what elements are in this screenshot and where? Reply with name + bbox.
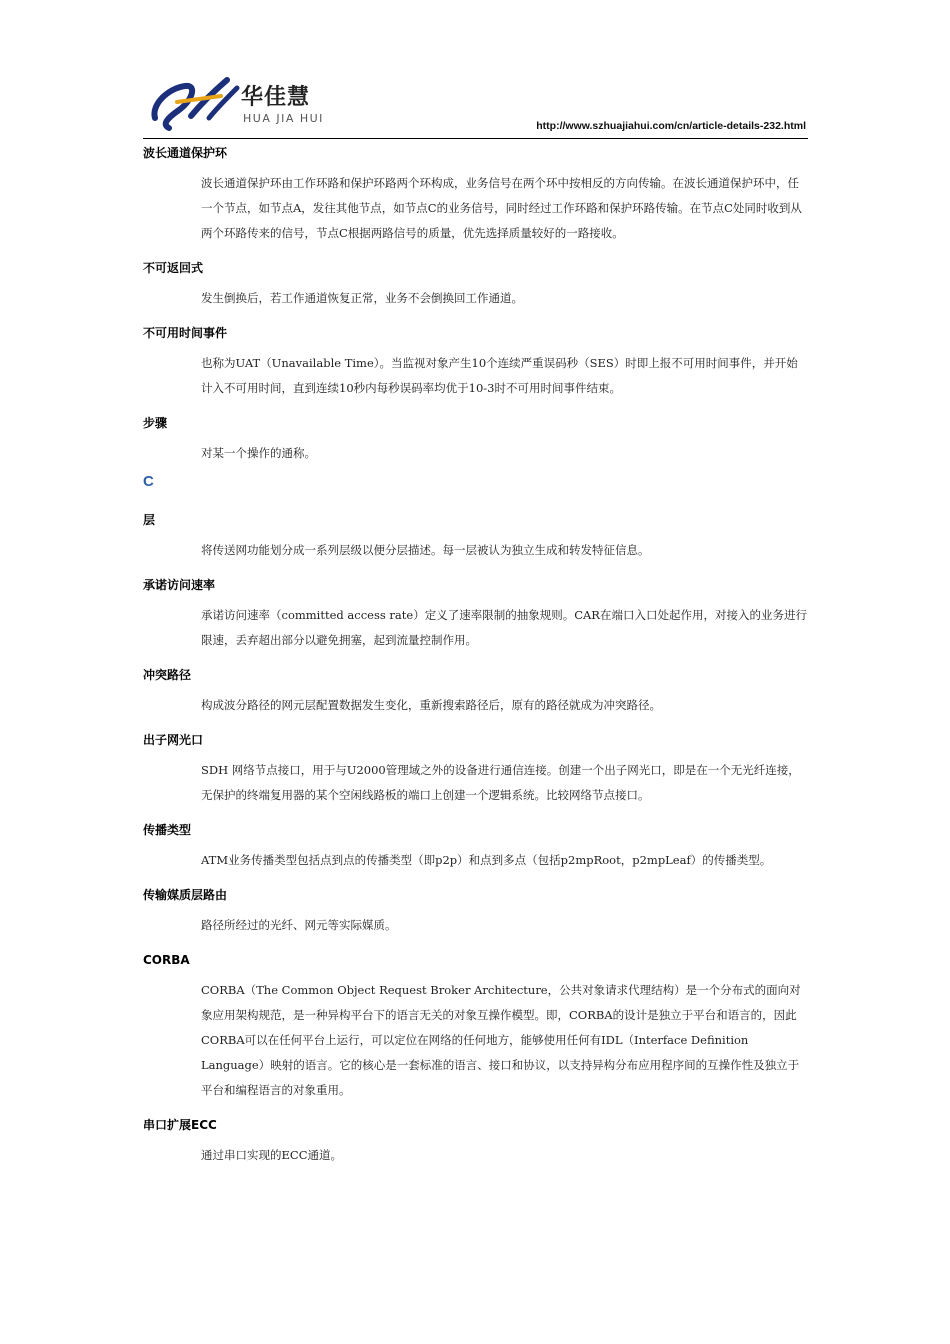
company-logo — [143, 72, 343, 134]
logo-chinese-text: 华佳慧 — [241, 85, 311, 110]
glossary-entry — [143, 510, 808, 563]
glossary-definition: 波长通道保护环由工作环路和保护环路两个环构成，业务信号在两个环中按相反的方向传输。在波长通道保护环中，任一个节点，如节点A，发往其他节点，如节点C的业务信号，同时经过工作环路和保护环路传输。在节点C处同时收到从两个环路传来的信号，节点C根据两路信号的质量，优先选择质量较好的一路接收。 — [201, 176, 802, 240]
glossary-entry — [143, 575, 808, 653]
glossary-definition: 路径所经过的光纤、网元等实际媒质。 — [201, 918, 397, 932]
logo-mark-icon — [147, 74, 243, 132]
glossary-entry — [143, 730, 808, 808]
glossary-entry — [143, 1115, 808, 1168]
glossary-entry — [143, 885, 808, 938]
glossary-entry — [143, 258, 808, 311]
glossary-definition: 通过串口实现的ECC通道。 — [201, 1148, 342, 1162]
glossary-term: 不可用时间事件 — [143, 326, 228, 340]
glossary-definition: 发生倒换后，若工作通道恢复正常，业务不会倒换回工作通道。 — [201, 291, 523, 305]
glossary-term: 冲突路径 — [143, 668, 192, 682]
header-divider — [143, 138, 808, 139]
header-url[interactable]: http://www.szhuajiahui.com/cn/article-details-232.html — [536, 120, 806, 132]
section-letter-heading: C — [143, 473, 154, 490]
glossary-term: 不可返回式 — [143, 261, 204, 275]
page-header — [143, 72, 808, 138]
glossary-term: 步骤 — [143, 416, 168, 430]
glossary-entry — [143, 950, 808, 1103]
glossary-entry — [143, 143, 808, 246]
glossary-term: 出子网光口 — [143, 733, 204, 747]
glossary-definition: 也称为UAT（Unavailable Time）。当监视对象产生10个连续严重误码秒（SES）时即上报不可用时间事件，并开始计入不可用时间，直到连续10秒内每秒误码率均优于10-3时不可用时间事件结束。 — [201, 356, 798, 395]
glossary-entry — [143, 820, 808, 873]
glossary-content — [143, 143, 808, 1180]
glossary-term: 传输媒质层路由 — [143, 888, 228, 902]
glossary-term: 传播类型 — [143, 823, 192, 837]
glossary-term: 串口扩展ECC — [143, 1118, 217, 1132]
glossary-definition: SDH 网络节点接口，用于与U2000管理域之外的设备进行通信连接。创建一个出子网光口，即是在一个无光纤连接，无保护的终端复用器的某个空闲线路板的端口上创建一个逻辑系统。比较网络节点接口。 — [201, 763, 800, 802]
glossary-definition: 承诺访问速率（committed access rate）定义了速率限制的抽象规则。CAR在端口入口处起作用，对接入的业务进行限速，丢弃超出部分以避免拥塞，起到流量控制作用。 — [201, 608, 807, 647]
logo-english-text: HUA JIA HUI — [243, 112, 324, 125]
glossary-entry — [143, 323, 808, 401]
glossary-definition: 构成波分路径的网元层配置数据发生变化，重新搜索路径后，原有的路径就成为冲突路径。 — [201, 698, 661, 712]
glossary-term: 承诺访问速率 — [143, 578, 216, 592]
glossary-definition: ATM业务传播类型包括点到点的传播类型（即p2p）和点到多点（包括p2mpRoot，p2mpLeaf）的传播类型。 — [201, 853, 772, 867]
glossary-definition: 对某一个操作的通称。 — [201, 446, 316, 460]
glossary-definition: CORBA（The Common Object Request Broker Architecture，公共对象请求代理结构）是一个分布式的面向对象应用架构规范，是一种异构平台下的语言无关的对象互操作模型。即，CORBA的设计是独立于平台和语言的，因此CORBA可以在任何平台上运行，可以定位在网络的任何地方，能够使用任何有IDL（Interface Definition Language）映射的语言。它的核心是一套标准的语言、接口和协议，以支持异构分布应用程序间的互操作性及独立于平台和编程语言的对象重用。 — [201, 983, 801, 1097]
glossary-definition: 将传送网功能划分成一系列层级以便分层描述。每一层被认为独立生成和转发特征信息。 — [201, 543, 650, 557]
glossary-term: CORBA — [143, 953, 190, 967]
glossary-entry — [143, 413, 808, 466]
glossary-term: 层 — [143, 513, 156, 527]
glossary-term: 波长通道保护环 — [143, 146, 228, 160]
glossary-entry — [143, 665, 808, 718]
